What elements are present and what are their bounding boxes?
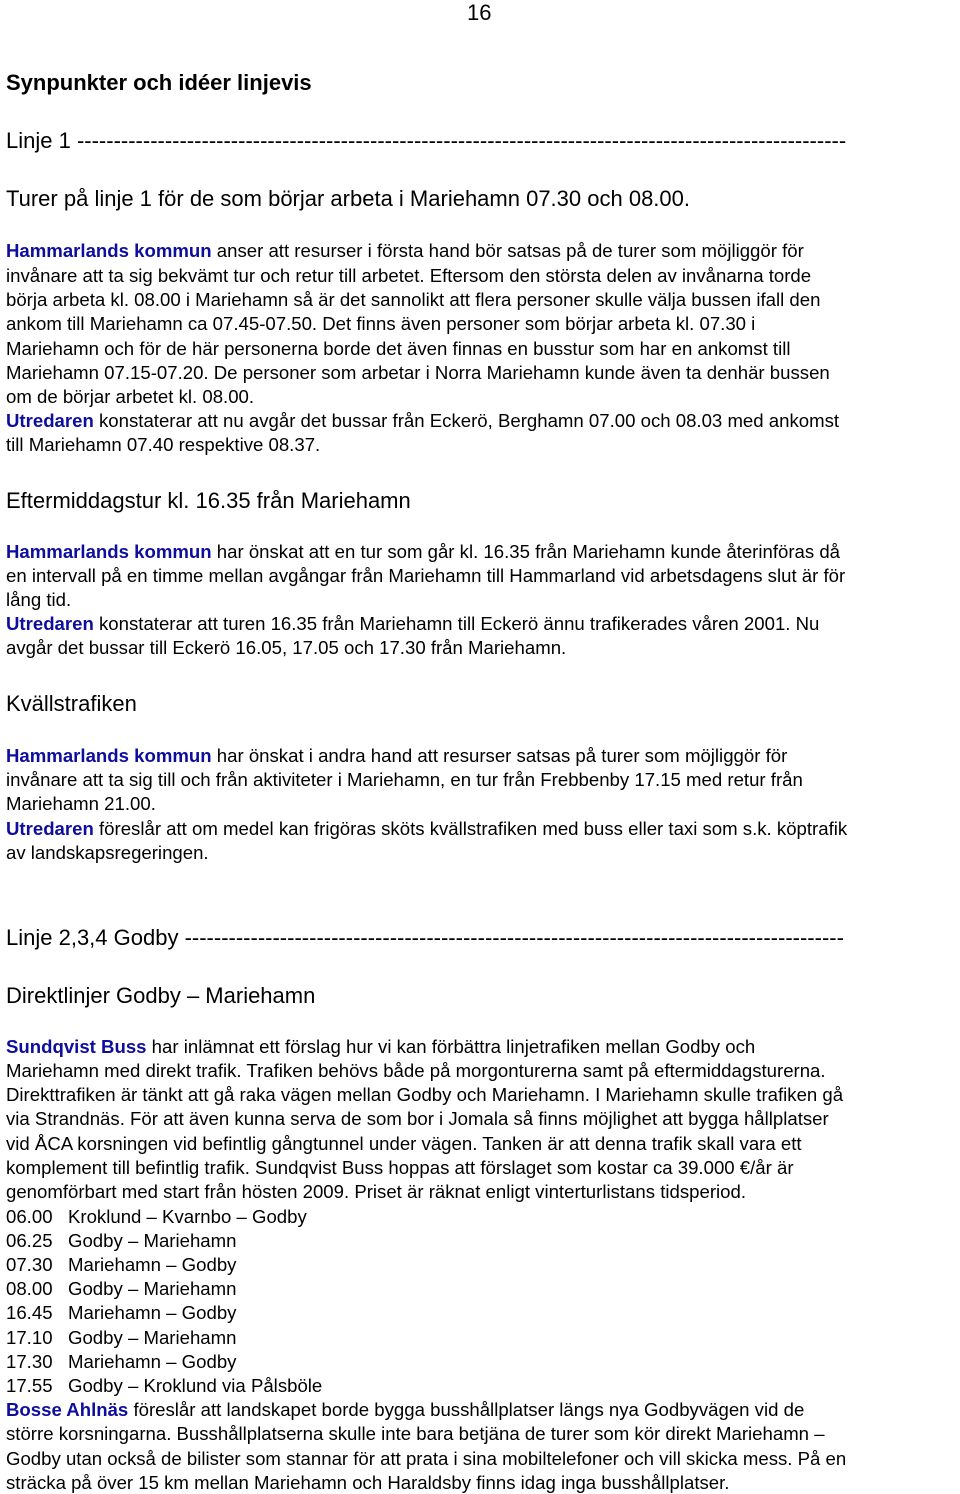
entity-name: Utredaren bbox=[6, 410, 94, 431]
paragraph-text: har önskat att en tur som går kl. 16.35 från Mariehamn kunde återinföras då bbox=[211, 541, 841, 562]
paragraph-line bbox=[6, 1036, 755, 1058]
paragraph-text: föreslår att om medel kan frigöras sköts kvällstrafiken med buss eller taxi som s.k. köptrafik bbox=[93, 818, 848, 839]
schedule-route: Godby – Mariehamn bbox=[68, 1230, 237, 1251]
schedule-row bbox=[6, 1278, 236, 1300]
paragraph-line: sträcka på över 15 km mellan Mariehamn och Haraldsby finns idag inga busshållplatser. bbox=[6, 1472, 730, 1493]
subheading-morning-trips: Turer på linje 1 för de som börjar arbeta i Mariehamn 07.30 och 08.00. bbox=[6, 186, 690, 211]
schedule-route: Kroklund – Kvarnbo – Godby bbox=[68, 1206, 307, 1227]
paragraph-line bbox=[6, 745, 787, 767]
section-heading-linje-234: Linje 2,3,4 Godby ------------------------------------------------------------------------------------------ bbox=[6, 925, 844, 950]
paragraph-line bbox=[6, 818, 847, 840]
schedule-time: 06.00 bbox=[6, 1206, 53, 1227]
paragraph-line bbox=[6, 541, 840, 563]
schedule-row bbox=[6, 1302, 236, 1324]
paragraph-line: invånare att ta sig till och från aktiviteter i Mariehamn, en tur från Frebbenby 17.15 med retur från bbox=[6, 769, 803, 790]
entity-name: Hammarlands kommun bbox=[6, 541, 212, 562]
schedule-row bbox=[6, 1375, 322, 1397]
schedule-route: Godby – Kroklund via Pålsböle bbox=[68, 1375, 323, 1396]
paragraph-line: Mariehamn 21.00. bbox=[6, 793, 156, 814]
schedule-time: 08.00 bbox=[6, 1278, 53, 1299]
entity-name: Hammarlands kommun bbox=[6, 240, 212, 261]
paragraph-text: har inlämnat ett förslag hur vi kan förbättra linjetrafiken mellan Godby och bbox=[146, 1036, 756, 1057]
paragraph-line: invånare att ta sig bekvämt tur och retur till arbetet. Eftersom den största delen av invånarna torde bbox=[6, 265, 812, 286]
schedule-time: 16.45 bbox=[6, 1302, 53, 1323]
paragraph-line: börja arbeta kl. 08.00 i Mariehamn så är det sannolikt att flera personer skulle välja bussen ifall den bbox=[6, 289, 821, 310]
schedule-route: Mariehamn – Godby bbox=[68, 1254, 237, 1275]
schedule-row bbox=[6, 1351, 236, 1373]
schedule-row bbox=[6, 1327, 236, 1349]
paragraph-line: en intervall på en timme mellan avgångar från Mariehamn till Hammarland vid arbetsdagens slut är för bbox=[6, 565, 846, 586]
schedule-route: Godby – Mariehamn bbox=[68, 1327, 237, 1348]
schedule-row bbox=[6, 1206, 307, 1228]
entity-name: Sundqvist Buss bbox=[6, 1036, 147, 1057]
paragraph-line bbox=[6, 613, 819, 635]
schedule-route: Mariehamn – Godby bbox=[68, 1351, 237, 1372]
paragraph-line: ankom till Mariehamn ca 07.45-07.50. Det finns även personer som börjar arbeta kl. 07.30 i bbox=[6, 313, 756, 334]
entity-name: Utredaren bbox=[6, 613, 94, 634]
subheading-evening-traffic: Kvällstrafiken bbox=[6, 691, 137, 716]
schedule-time: 06.25 bbox=[6, 1230, 53, 1251]
section-heading-linje-1: Linje 1 --------------------------------------------------------------------------------------------------------- bbox=[6, 128, 847, 153]
paragraph-line: via Strandnäs. För att även kunna serva de som bor i Jomala så finns möjlighet att bygga hållplatser bbox=[6, 1108, 829, 1129]
paragraph-text: föreslår att landskapet borde bygga busshållplatser längs nya Godbyvägen vid de bbox=[128, 1399, 805, 1420]
schedule-time: 07.30 bbox=[6, 1254, 53, 1275]
paragraph-line: Direkttrafiken är tänkt att gå raka vägen mellan Godby och Mariehamn. I Mariehamn skulle trafiken gå bbox=[6, 1084, 844, 1105]
paragraph-text: konstaterar att turen 16.35 från Mariehamn till Eckerö ännu trafikerades våren 2001. Nu bbox=[93, 613, 820, 634]
paragraph-line: avgår det bussar till Eckerö 16.05, 17.05 och 17.30 från Mariehamn. bbox=[6, 637, 567, 658]
subheading-direct-lines: Direktlinjer Godby – Mariehamn bbox=[6, 983, 316, 1008]
page-title: Synpunkter och idéer linjevis bbox=[6, 70, 312, 95]
paragraph-line bbox=[6, 410, 839, 432]
schedule-time: 17.10 bbox=[6, 1327, 53, 1348]
paragraph-line: till Mariehamn 07.40 respektive 08.37. bbox=[6, 434, 321, 455]
subheading-afternoon-trip: Eftermiddagstur kl. 16.35 från Mariehamn bbox=[6, 488, 411, 513]
page-number: 16 bbox=[467, 0, 492, 25]
paragraph-line: lång tid. bbox=[6, 589, 72, 610]
schedule-time: 17.30 bbox=[6, 1351, 53, 1372]
schedule-time: 17.55 bbox=[6, 1375, 53, 1396]
schedule-route: Godby – Mariehamn bbox=[68, 1278, 237, 1299]
paragraph-text: har önskat i andra hand att resurser satsas på turer som möjliggör för bbox=[211, 745, 788, 766]
paragraph-line: genomförbart med start från hösten 2009. Priset är räknat enligt vinterturlistans tidsperiod. bbox=[6, 1181, 746, 1202]
schedule-route: Mariehamn – Godby bbox=[68, 1302, 237, 1323]
paragraph-line: Mariehamn 07.15-07.20. De personer som arbetar i Norra Mariehamn kunde även ta denhär bussen bbox=[6, 362, 830, 383]
schedule-row bbox=[6, 1230, 236, 1252]
paragraph-line: om de börjar arbetet kl. 08.00. bbox=[6, 386, 255, 407]
entity-name: Utredaren bbox=[6, 818, 94, 839]
paragraph-line: Mariehamn och för de här personerna borde det även finnas en busstur som har en ankomst till bbox=[6, 338, 791, 359]
paragraph-line: av landskapsregeringen. bbox=[6, 842, 209, 863]
paragraph-line: Mariehamn med direkt trafik. Trafiken behövs både på morgonturerna samt på eftermiddagsturerna. bbox=[6, 1060, 826, 1081]
paragraph-line: komplement till befintlig trafik. Sundqvist Buss hoppas att förslaget som kostar ca 39.000 €/år är bbox=[6, 1157, 794, 1178]
paragraph-line bbox=[6, 1399, 804, 1421]
paragraph-line: större korsningarna. Busshållplatserna skulle inte bara betjäna de turer som kör direkt Mariehamn – bbox=[6, 1423, 825, 1444]
schedule-row bbox=[6, 1254, 236, 1276]
paragraph-text: konstaterar att nu avgår det bussar från Eckerö, Berghamn 07.00 och 08.03 med ankomst bbox=[93, 410, 840, 431]
paragraph-text: anser att resurser i första hand bör satsas på de turer som möjliggör för bbox=[211, 240, 804, 261]
paragraph-line bbox=[6, 240, 804, 262]
paragraph-line: Godby utan också de bilister som stannar för att prata i sina mobiltelefoner och vill skicka mess. På en bbox=[6, 1448, 847, 1469]
paragraph-line: vid ÅCA korsningen vid befintlig gångtunnel under vägen. Tanken är att denna trafik skall vara ett bbox=[6, 1133, 802, 1154]
entity-name: Hammarlands kommun bbox=[6, 745, 212, 766]
entity-name: Bosse Ahlnäs bbox=[6, 1399, 129, 1420]
